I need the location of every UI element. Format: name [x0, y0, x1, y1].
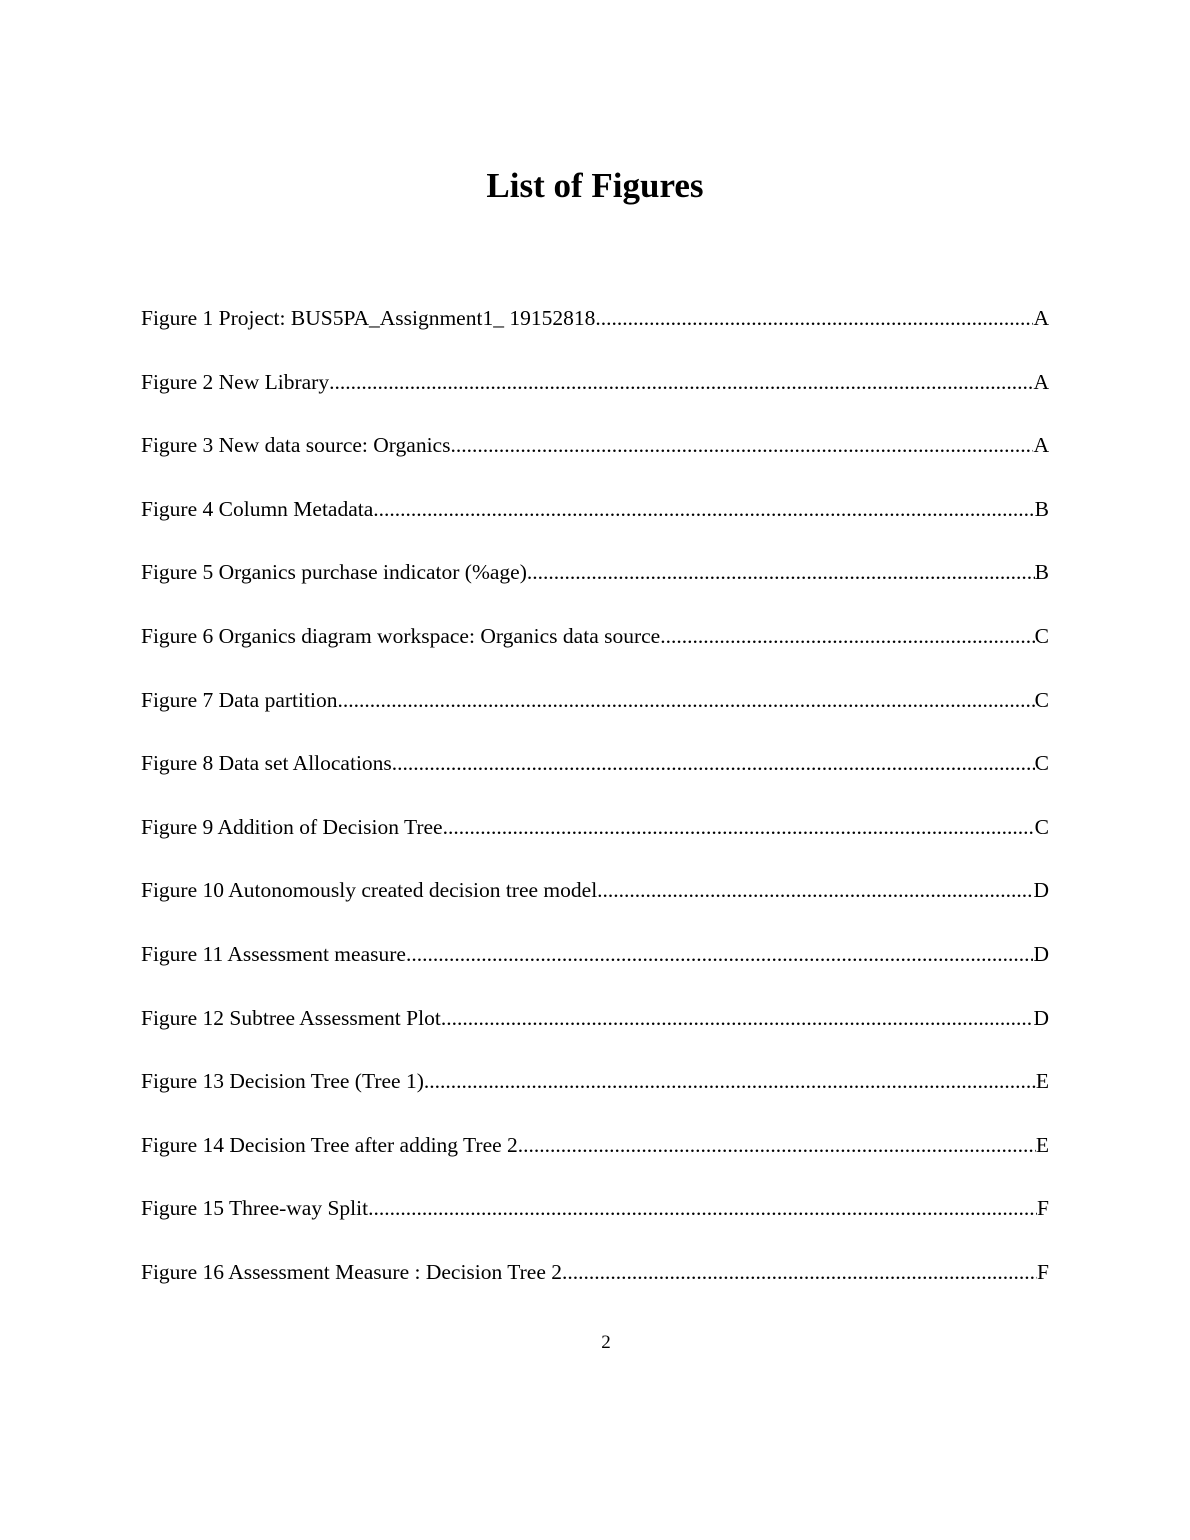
entry-label: Figure 9 Addition of Decision Tree	[141, 814, 443, 839]
toc-entry[interactable]	[141, 745, 1049, 809]
entry-page: D	[1033, 1005, 1049, 1030]
entry-label: Figure 10 Autonomously created decision tree model	[141, 878, 598, 903]
entry-label: Figure 6 Organics diagram workspace: Organics data source	[141, 623, 661, 648]
toc-entry[interactable]	[141, 872, 1049, 936]
list-of-figures	[141, 300, 1049, 1318]
entry-page: D	[1033, 941, 1049, 966]
entry-label: Figure 15 Three-way Split	[141, 1196, 369, 1221]
dot-leader	[406, 936, 1034, 972]
toc-entry[interactable]	[141, 1000, 1049, 1064]
entry-label: Figure 1 Project: BUS5PA_Assignment1_ 19152818	[141, 306, 596, 330]
entry-label: Figure 7 Data partition	[141, 687, 338, 712]
toc-entry[interactable]	[141, 1127, 1049, 1191]
dot-leader	[329, 364, 1033, 400]
dot-leader	[424, 1063, 1036, 1099]
entry-label: Figure 2 New Library	[141, 369, 330, 394]
entry-label: Figure 3 New data source: Organics	[141, 433, 451, 458]
toc-entry[interactable]	[141, 1190, 1049, 1254]
toc-entry[interactable]	[141, 1254, 1049, 1318]
entry-page: C	[1034, 814, 1049, 839]
entry-label: Figure 14 Decision Tree after adding Tree 2	[141, 1132, 518, 1157]
entry-label: Figure 16 Assessment Measure : Decision Tree 2	[141, 1259, 563, 1284]
dot-leader	[443, 809, 1035, 845]
entry-page: A	[1033, 433, 1049, 458]
entry-label: Figure 4 Column Metadata	[141, 496, 374, 521]
entry-label: Figure 8 Data set Allocations	[141, 751, 392, 776]
entry-label: Figure 11 Assessment measure	[141, 941, 406, 966]
dot-leader	[518, 1127, 1036, 1163]
dot-leader	[441, 1000, 1034, 1036]
toc-entry[interactable]	[141, 809, 1049, 873]
dot-leader	[562, 1254, 1037, 1290]
entry-page: B	[1034, 496, 1049, 521]
entry-page: A	[1033, 306, 1049, 330]
entry-page: D	[1033, 878, 1049, 903]
dot-leader	[368, 1190, 1037, 1226]
entry-label: Figure 5 Organics purchase indicator (%age)	[141, 560, 527, 585]
entry-page: C	[1034, 751, 1049, 776]
dot-leader	[337, 682, 1034, 718]
entry-page: A	[1033, 369, 1049, 394]
toc-entry[interactable]	[141, 618, 1049, 682]
dot-leader	[392, 745, 1035, 781]
dot-leader	[660, 618, 1034, 654]
toc-entry[interactable]	[141, 936, 1049, 1000]
entry-page: C	[1034, 687, 1049, 712]
page-number: 2	[601, 1332, 611, 1353]
dot-leader	[450, 427, 1033, 463]
entry-label: Figure 13 Decision Tree (Tree 1)	[141, 1069, 424, 1094]
entry-page: C	[1034, 623, 1049, 648]
entry-page: F	[1037, 1196, 1049, 1221]
toc-entry[interactable]	[141, 300, 1049, 364]
entry-page: E	[1035, 1132, 1049, 1157]
toc-entry[interactable]	[141, 682, 1049, 746]
entry-page: E	[1035, 1069, 1049, 1094]
dot-leader	[597, 872, 1033, 908]
toc-entry[interactable]	[141, 554, 1049, 618]
page-title: List of Figures	[486, 166, 704, 205]
entry-page: F	[1037, 1259, 1049, 1284]
dot-leader	[373, 491, 1034, 527]
toc-entry[interactable]	[141, 491, 1049, 555]
entry-page: B	[1034, 560, 1049, 585]
toc-entry[interactable]	[141, 427, 1049, 491]
toc-entry[interactable]	[141, 364, 1049, 428]
toc-entry[interactable]	[141, 1063, 1049, 1127]
dot-leader	[595, 300, 1033, 336]
entry-label: Figure 12 Subtree Assessment Plot	[141, 1005, 441, 1030]
dot-leader	[527, 554, 1035, 590]
